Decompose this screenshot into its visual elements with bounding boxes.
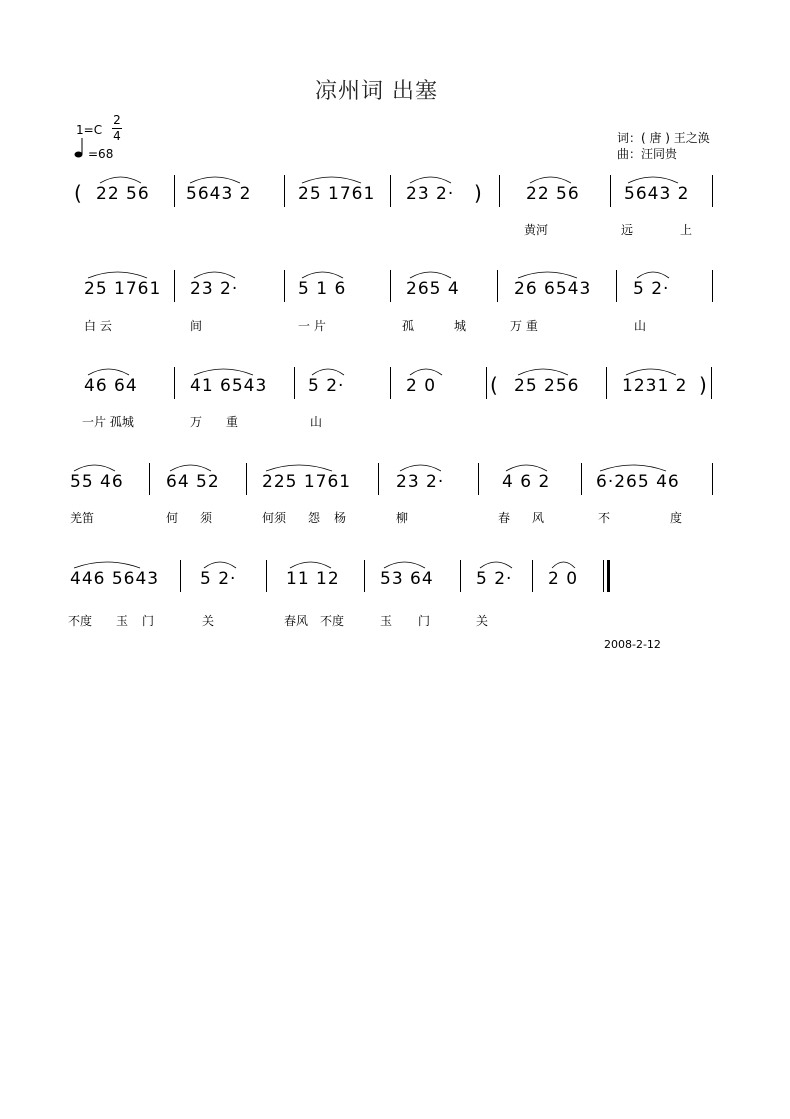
tempo-marking: =68 [88,147,114,161]
measure-notes: 5 1 6 [298,279,347,299]
slur [190,177,240,183]
barline [294,367,295,399]
barline [266,560,267,592]
lyric: 玉 [116,614,129,628]
slur [100,177,141,183]
slur [302,272,343,278]
time-signature-top: 2 [113,113,121,127]
barline [581,463,582,495]
lyric: 远 [621,223,634,237]
lyric-line [66,221,746,237]
key-signature: 1=C [76,123,103,137]
measure-notes: 53 64 [380,569,434,589]
lyric: 万 重 [510,319,538,333]
measure-notes: 5643 2 [186,184,252,204]
lyric: 门 [418,614,431,628]
measure-notes: 265 4 [406,279,460,299]
measure-notes: 46 64 [84,376,138,396]
date: 2008-2-12 [604,638,661,651]
measure-notes: 6·265 46 [596,472,680,492]
slur [518,369,568,375]
lyric: 孤 [402,319,415,333]
lyric: 玉 [380,614,393,628]
slur [290,562,331,568]
barline [284,270,285,302]
measure-notes: 1231 2 [622,376,688,396]
barline [712,270,713,302]
slur [88,272,147,278]
slur [410,272,451,278]
lyric: 何须 [262,511,287,525]
barline [180,560,181,592]
lyric: 重 [226,415,239,429]
measure-notes: 5 2· [200,569,237,589]
lyric-line [66,612,746,628]
lyric: 关 [476,614,489,628]
slur [637,272,669,278]
barline [174,367,175,399]
staff-system [66,560,730,600]
lyric: 不 [598,511,611,525]
measure-notes: 225 1761 [262,472,352,492]
barline [378,463,379,495]
slur [204,562,236,568]
lyric: 山 [634,319,647,333]
measure-notes: 64 52 [166,472,220,492]
barline [478,463,479,495]
lyric: 一 片 [298,319,326,333]
barline [603,560,604,592]
measure-notes: 25 1761 [298,184,376,204]
slur [480,562,512,568]
lyric: 须 [200,511,213,525]
measure-notes: 5 2· [476,569,513,589]
lyric: 春 [498,511,511,525]
slur [628,177,678,183]
measure-notes: 5 2· [633,279,670,299]
slur [600,465,666,471]
slur [74,465,115,471]
lyric-line [66,509,746,525]
staff-system [66,270,730,310]
slur [506,465,547,471]
barline [174,270,175,302]
lyric: 山 [310,415,323,429]
time-signature [110,113,124,144]
measure-notes: 446 5643 [70,569,160,589]
lyric: 不度 [68,614,93,628]
barline [616,270,617,302]
measure-notes: 26 6543 [514,279,592,299]
measure-notes: 22 56 [526,184,580,204]
lyric: 一片 孤城 [82,415,134,429]
slur [302,177,361,183]
lyric: 白 云 [84,319,112,333]
measure-notes: 2 0 [406,376,437,396]
measure-notes: 11 12 [286,569,340,589]
lyric: 门 [142,614,155,628]
slur [400,465,441,471]
lyric: 上 [680,223,693,237]
slur [74,562,140,568]
barline [486,367,487,399]
barline [606,367,607,399]
lyric-line [66,413,746,429]
repeat-parenthesis: ) [474,181,482,205]
lyric: 关 [202,614,215,628]
barline [712,175,713,207]
lyric: 风 [532,511,545,525]
measure-notes: 5643 2 [624,184,690,204]
slur [552,562,575,568]
composer-credit: 曲：汪同贵 [617,147,678,161]
barline [499,175,500,207]
barline [390,367,391,399]
measure-notes: 23 2· [406,184,455,204]
slur [312,369,344,375]
lyric: 不度 [320,614,345,628]
barline [174,175,175,207]
barline [246,463,247,495]
barline [284,175,285,207]
repeat-parenthesis: ( [490,373,498,397]
measure-notes: 55 46 [70,472,124,492]
song-title: 凉州词 出塞 [315,79,438,104]
slur [384,562,425,568]
slur [410,369,442,375]
measure-notes: 4 6 2 [502,472,551,492]
measure-notes: 22 56 [96,184,150,204]
measure-notes: 25 1761 [84,279,162,299]
barline [390,175,391,207]
lyricist-credit: 词：( 唐 ) 王之涣 [617,131,710,145]
measure-notes: 25 256 [514,376,580,396]
lyric: 间 [190,319,203,333]
lyric: 城 [454,319,467,333]
barline [711,367,712,399]
barline [364,560,365,592]
staff-system [66,175,730,215]
lyric: 羌笛 [70,511,95,525]
staff-system [66,463,730,503]
barline [149,463,150,495]
lyric: 杨 [334,511,347,525]
lyric: 黄河 [524,223,549,237]
measure-notes: 23 2· [396,472,445,492]
measure-notes: 41 6543 [190,376,268,396]
barline [497,270,498,302]
slur [530,177,571,183]
slur [194,369,253,375]
slur [518,272,577,278]
quarter-note-icon [74,137,84,159]
lyric: 度 [670,511,683,525]
measure-notes: 5 2· [308,376,345,396]
lyric: 万 [190,415,203,429]
barline [460,560,461,592]
barline [610,175,611,207]
lyric: 何 [166,511,179,525]
barline [390,270,391,302]
lyric: 柳 [396,511,409,525]
final-barline [607,560,610,592]
slur [626,369,676,375]
measure-notes: 23 2· [190,279,239,299]
repeat-parenthesis: ) [699,373,707,397]
slur-marks [66,264,730,284]
staff-system [66,367,730,407]
repeat-parenthesis: ( [74,181,82,205]
barline [712,463,713,495]
slur [194,272,235,278]
barline [532,560,533,592]
lyric: 怨 [308,511,321,525]
measure-notes: 2 0 [548,569,579,589]
slur [88,369,129,375]
slur [170,465,211,471]
slur [410,177,451,183]
lyric-line [66,317,746,333]
slur [266,465,332,471]
lyric: 春风 [284,614,309,628]
time-signature-bottom: 4 [113,129,121,143]
